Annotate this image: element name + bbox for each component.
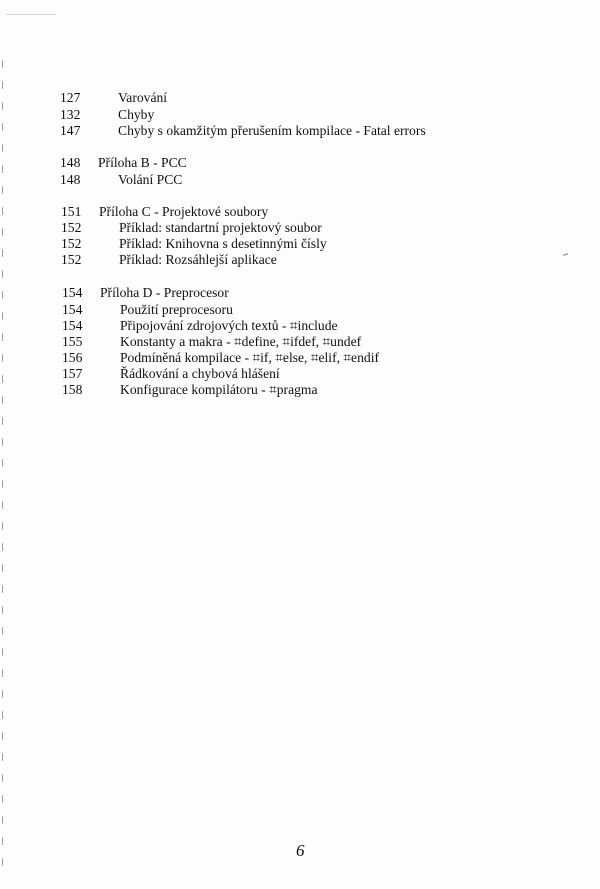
binding-mark [2, 354, 5, 362]
toc-entry-title: Příklad: standartní projektový soubor [119, 220, 322, 235]
binding-mark [2, 690, 5, 698]
toc-page-number: 154 [62, 285, 83, 300]
binding-mark [2, 711, 5, 719]
binding-mark [2, 186, 5, 194]
toc-page-number: 154 [62, 302, 83, 317]
toc-section-title: Příloha B - PCC [98, 155, 187, 170]
binding-mark [2, 270, 5, 278]
toc-entry-title: Konstanty a makra - ⌗define, ⌗ifdef, ⌗undef [120, 334, 362, 349]
toc-section-title: Příloha D - Preprocesor [100, 285, 229, 300]
binding-mark [2, 102, 5, 110]
binding-mark [2, 522, 5, 530]
toc-entry-title: Připojování zdrojových textů - ⌗include [120, 318, 338, 333]
toc-entry-title: Řádkování a chybová hlášení [120, 366, 280, 381]
toc-entry-title: Chyby s okamžitým přerušením kompilace - Fatal errors [118, 123, 426, 138]
binding-mark [2, 837, 5, 845]
binding-mark [2, 816, 5, 824]
binding-mark [2, 144, 5, 152]
binding-mark [2, 648, 5, 656]
top-dash-mark [6, 14, 56, 15]
toc-entry-title: Volání PCC [118, 172, 183, 187]
binding-hole-marks [0, 60, 10, 880]
toc-page-number: 147 [60, 123, 81, 138]
toc-page-number: 152 [61, 236, 82, 251]
toc-entry-title: Použití preprocesoru [120, 302, 233, 317]
binding-mark [2, 291, 5, 299]
toc-entry-title: Příklad: Knihovna s desetinnými čísly [119, 236, 327, 251]
binding-mark [2, 585, 5, 593]
binding-mark [2, 438, 5, 446]
binding-mark [2, 753, 5, 761]
binding-mark [2, 480, 5, 488]
binding-mark [2, 774, 5, 782]
toc-entry-title: Chyby [118, 107, 155, 122]
binding-mark [2, 228, 5, 236]
binding-mark [2, 333, 5, 341]
toc-page-number: 151 [61, 204, 82, 219]
toc-page-number: 154 [62, 318, 83, 333]
stray-mark [563, 253, 568, 256]
toc-page-number: 152 [61, 252, 82, 267]
binding-mark [2, 249, 5, 257]
binding-mark [2, 207, 5, 215]
binding-mark [2, 312, 5, 320]
toc-page-number: 156 [62, 350, 83, 365]
binding-mark [2, 669, 5, 677]
binding-mark [2, 375, 5, 383]
binding-mark [2, 165, 5, 173]
binding-mark [2, 459, 5, 467]
binding-mark [2, 123, 5, 131]
binding-mark [2, 564, 5, 572]
toc-page-number: 152 [61, 220, 82, 235]
toc-entry-title: Konfigurace kompilátoru - ⌗pragma [120, 382, 318, 397]
toc-section-title: Příloha C - Projektové soubory [99, 204, 269, 219]
toc-page-number: 148 [60, 155, 81, 170]
binding-mark [2, 396, 5, 404]
binding-mark [2, 81, 5, 89]
binding-mark [2, 858, 5, 866]
binding-mark [2, 60, 5, 68]
toc-page-number: 155 [62, 334, 83, 349]
toc-entry-title: Podmíněná kompilace - ⌗if, ⌗else, ⌗elif, ⌗endif [120, 350, 379, 365]
binding-mark [2, 795, 5, 803]
toc-entry-title: Varování [118, 90, 168, 105]
binding-mark [2, 732, 5, 740]
toc-page-number: 158 [62, 382, 83, 397]
toc-page-number: 157 [62, 366, 83, 381]
toc-page-number: 132 [60, 107, 81, 122]
binding-mark [2, 627, 5, 635]
binding-mark [2, 501, 5, 509]
binding-mark [2, 417, 5, 425]
binding-mark [2, 606, 5, 614]
toc-page-number: 127 [60, 90, 81, 105]
page-number: 6 [296, 841, 305, 860]
toc-entry-title: Příklad: Rozsáhlejší aplikace [119, 252, 277, 267]
toc-page-number: 148 [60, 172, 81, 187]
binding-mark [2, 543, 5, 551]
